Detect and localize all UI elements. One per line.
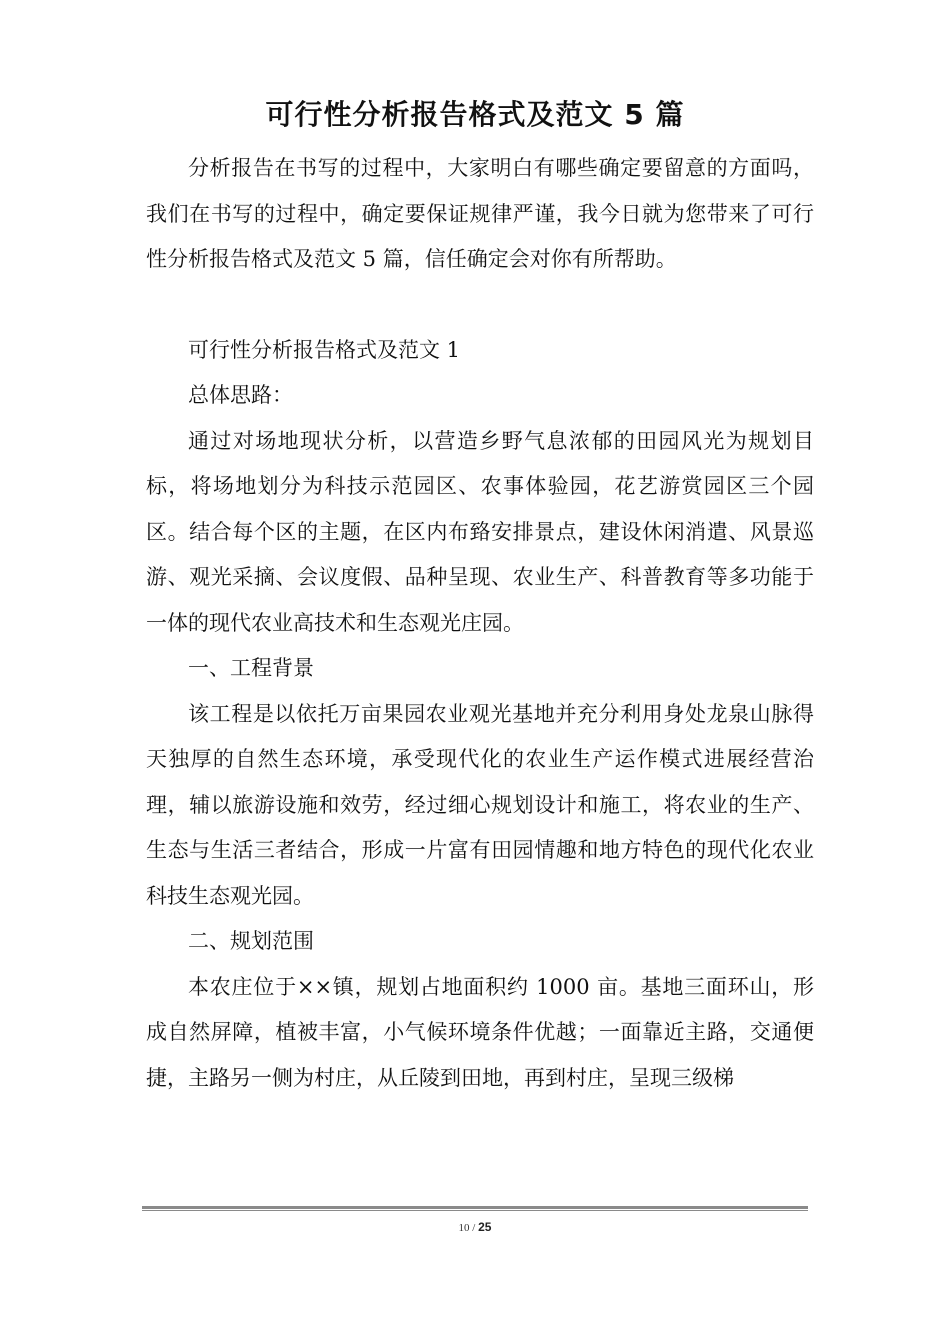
page-current: 10 (458, 1222, 470, 1234)
page-number (0, 1220, 950, 1234)
footer-divider (142, 1206, 808, 1211)
page-separator: / (469, 1222, 479, 1234)
body-paragraph: 该工程是以依托万亩果园农业观光基地并充分利用身处龙泉山脉得天独厚的自然生态环境，承受现代化的农业生产运作模式进展经营治理，辅以旅游设施和效劳，经过细心规划设计和施工，将农业的生产、生态与生活三者结合，形成一片富有田园情趣和地方特色的现代化农业科技生态观光园。 (146, 701, 814, 908)
section-heading: 可行性分析报告格式及范文 1 (188, 337, 461, 362)
subheading: 总体思路： (188, 383, 293, 407)
body-paragraph: 通过对场地现状分析，以营造乡野气息浓郁的田园风光为规划目标，将场地划分为科技示范园区、农事体验园，花艺游赏园区三个园区。结合每个区的主题，在区内布臵安排景点，建设休闲消遣、风景巡游、观光采摘、会议度假、品种呈现、农业生产、科普教育等多功能于一体的现代农业高技术和生态观光庄园。 (146, 428, 814, 635)
body-paragraph: 本农庄位于××镇，规划占地面积约 1000 亩。基地三面环山，形成自然屏障，植被丰富，小气候环境条件优越；一面靠近主路，交通便捷，主路另一侧为村庄，从丘陵到田地，再到村庄，呈现三级梯 (146, 974, 814, 1090)
subheading: 一、工程背景 (188, 656, 314, 680)
document-title: 可行性分析报告格式及范文 5 篇 (265, 98, 685, 131)
page-total: 25 (478, 1220, 492, 1234)
subheading: 二、规划范围 (188, 929, 314, 953)
intro-paragraph: 分析报告在书写的过程中，大家明白有哪些确定要留意的方面吗，我们在书写的过程中，确定要保证规律严谨，我今日就为您带来了可行性分析报告格式及范文 5 篇，信任确定会对你有所帮助。 (146, 156, 814, 271)
document-body (146, 146, 814, 1101)
